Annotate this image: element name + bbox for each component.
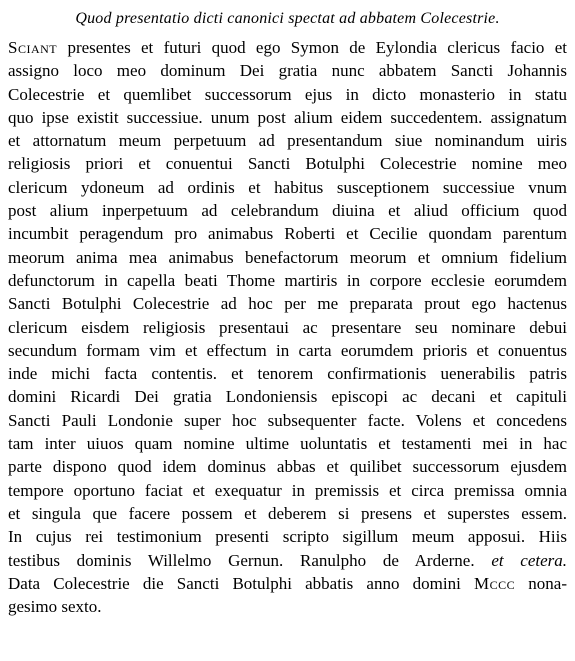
text-line-21: et singula que facere possem et deberem si presens et superstes essem. (8, 503, 567, 523)
text-line-24-main: Data Colecestrie die Sancti Botulphi abbatis anno domini (8, 573, 461, 593)
text-line-8: post alium inperpetuum ad celebrandum diuina et aliud officium quod (8, 201, 567, 221)
text-line-16: domini Ricardi Dei gratia Londoniensis episcopi ac decani et capituli (8, 387, 567, 407)
text-line-18: tam inter uiuos quam nomine ultime uoluntatis et testamenti mei in hac (8, 434, 567, 454)
text-line-24 (8, 572, 567, 595)
text-line-2: assigno loco meo dominum Dei gratia nunc abbatem Sancti Johannis (8, 61, 567, 81)
text-line-23 (8, 549, 567, 572)
text-line-14: secundum formam vim et effectum in carta eorumdem prioris et conuentus (8, 340, 567, 360)
et-cetera: et cetera. (491, 550, 568, 570)
date-suffix: nona- (528, 573, 568, 593)
text-line-17: Sancti Pauli Londonie super hoc subsequenter facte. Volens et concedens (8, 410, 567, 430)
text-line-6: religiosis priori et conuentui Sancti Botulphi Colecestrie nomine meo (8, 154, 567, 174)
text-line-3: Colecestrie et quemlibet successorum ejus in dicto monasterio in statu (8, 84, 567, 104)
document-title: Quod presentatio dicti canonici spectat ad abbatem Colecestrie. (75, 10, 500, 27)
text-line-5: et attornatum meum perpetuum ad presentandum siue nominandum uiris (8, 131, 567, 151)
text-line-4: quo ipse existit successiue. unum post alium eidem succedentem. assignatum (8, 107, 567, 127)
text-line-11: defunctorum in capella beati Thome martiris in corpore ecclesie eorumdem (8, 270, 567, 290)
date-numeral: Mccc (473, 573, 516, 593)
text-line-1-rest: presentes et futuri quod ego Symon de Eylondia clericus facio et (67, 38, 567, 57)
opening-word: Sciant (8, 38, 58, 57)
text-line-15: inde michi facta contentis. et tenorem confirmationis uenerabilis patris (8, 364, 567, 384)
text-line-23-main: testibus dominis Willelmo Gernun. Ranulpho de Arderne. (8, 550, 475, 570)
text-line-19: parte dispono quod idem dominus abbas et quilibet successorum ejusdem (8, 457, 567, 477)
text-line-25: gesimo sexto. (8, 597, 102, 617)
text-line-22: In cujus rei testimonium presenti scripto sigillum meum apposui. Hiis (8, 527, 567, 547)
text-line-13: clericum eisdem religiosis presentaui ac presentare seu nominare debui (8, 317, 567, 337)
text-line-1 (8, 36, 567, 59)
text-line-7: clericum ydoneum ad ordinis et habitus susceptionem successiue vnum (8, 177, 567, 197)
text-line-20: tempore oportuno faciat et exequatur in premissis et circa premissa omnia (8, 480, 567, 500)
text-line-12: Sancti Botulphi Colecestrie ad hoc per me preparata prout ego hactenus (8, 294, 567, 314)
document-body (8, 36, 567, 618)
text-line-10: meorum anima mea animabus benefactorum meorum et omnium fidelium (8, 247, 567, 267)
text-line-9: incumbit peragendum pro animabus Roberti et Cecilie quondam parentum (8, 224, 567, 244)
